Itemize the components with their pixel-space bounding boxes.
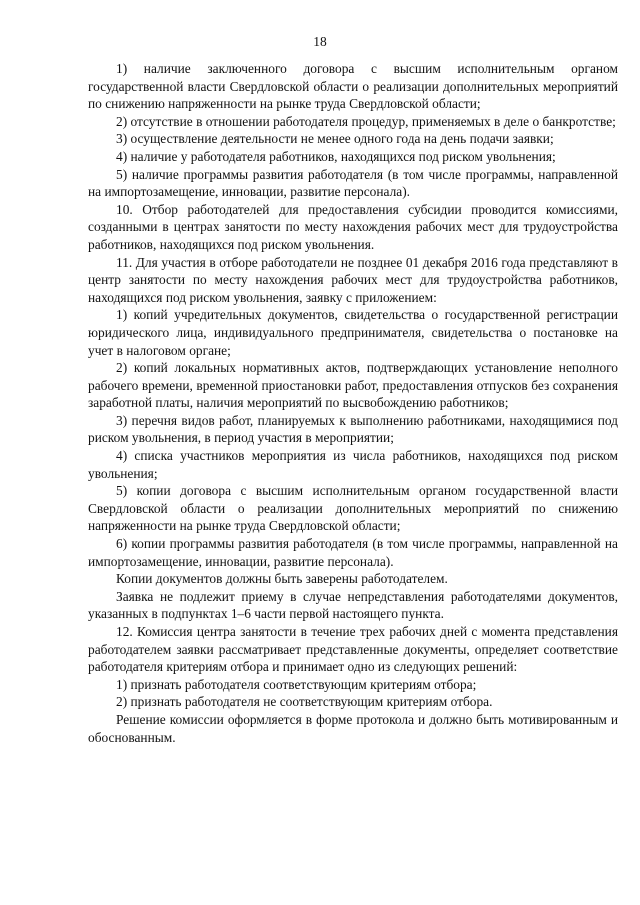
paragraph: Копии документов должны быть заверены работодателем. (116, 571, 448, 587)
paragraph: 4) списка участников мероприятия из числа работников, находящихся под риском увольнения; (88, 448, 618, 481)
paragraph: 4) наличие у работодателя работников, находящихся под риском увольнения; (116, 148, 556, 164)
page-number: 18 (313, 34, 327, 49)
paragraph: 1) признать работодателя соответствующим критериям отбора; (116, 676, 477, 692)
paragraph: 5) наличие программы развития работодателя (в том числе программы, направленной на импортозамещение, инновации, развитие персонала). (88, 166, 618, 200)
paragraph: 2) копий локальных нормативных актов, подтверждающих установление неполного рабочего времени, временной приостановки работ, предоставления отпусков без сохранения заработной платы, наличия мероприятий по высвобождению работников; (88, 360, 618, 411)
paragraph: 1) копий учредительных документов, свидетельства о государственной регистрации юридического лица, индивидуального предпринимателя, свидетельства о постановке на учет в налоговом органе; (88, 307, 618, 358)
paragraph: 3) перечня видов работ, планируемых к выполнению работниками, находящимися под риском увольнения, в период участия в мероприятии; (88, 412, 618, 446)
paragraph: 12. Комиссия центра занятости в течение трех рабочих дней с момента представления работодателем заявки рассматривает представленные документы, определяет соответствие работодателя критериям отбора и принимает одно из следующих решений: (88, 624, 618, 675)
paragraph: 11. Для участия в отборе работодатели не позднее 01 декабря 2016 года представляют в центр занятости по месту нахождения рабочих мест для трудоустройства работников, находящихся под риском увольнения, заявку с приложением: (88, 254, 618, 305)
paragraph: 6) копии программы развития работодателя (в том числе программы, направленной на импортозамещение, инновации, развитие персонала). (88, 536, 618, 569)
paragraph: 1) наличие заключенного договора с высшим исполнительным органом государственной власти Свердловской области о реализации дополнительных мероприятий по снижению напряженности на рынке труда Свердловской области; (88, 61, 618, 112)
paragraph: Решение комиссии оформляется в форме протокола и должно быть мотивированным и обоснованным. (88, 711, 618, 745)
paragraph: 5) копии договора с высшим исполнительным органом государственной власти Свердловской области о реализации дополнительных мероприятий по снижению напряженности на рынке труда Свердловской области; (88, 483, 618, 534)
paragraph: 2) отсутствие в отношении работодателя процедур, применяемых в деле о банкротстве; (116, 113, 616, 129)
document-body (88, 60, 618, 746)
paragraph: 2) признать работодателя не соответствующим критериям отбора. (116, 694, 493, 710)
paragraph: 3) осуществление деятельности не менее одного года на день подачи заявки; (116, 131, 554, 147)
paragraph: Заявка не подлежит приему в случае непредставления работодателями документов, указанных в подпунктах 1–6 части первой настоящего пункта. (88, 588, 618, 622)
paragraph: 10. Отбор работодателей для предоставления субсидии проводится комиссиями, созданными в центрах занятости по месту нахождения рабочих мест для трудоустройства работников, находящихся под риском увольнения. (88, 201, 618, 252)
